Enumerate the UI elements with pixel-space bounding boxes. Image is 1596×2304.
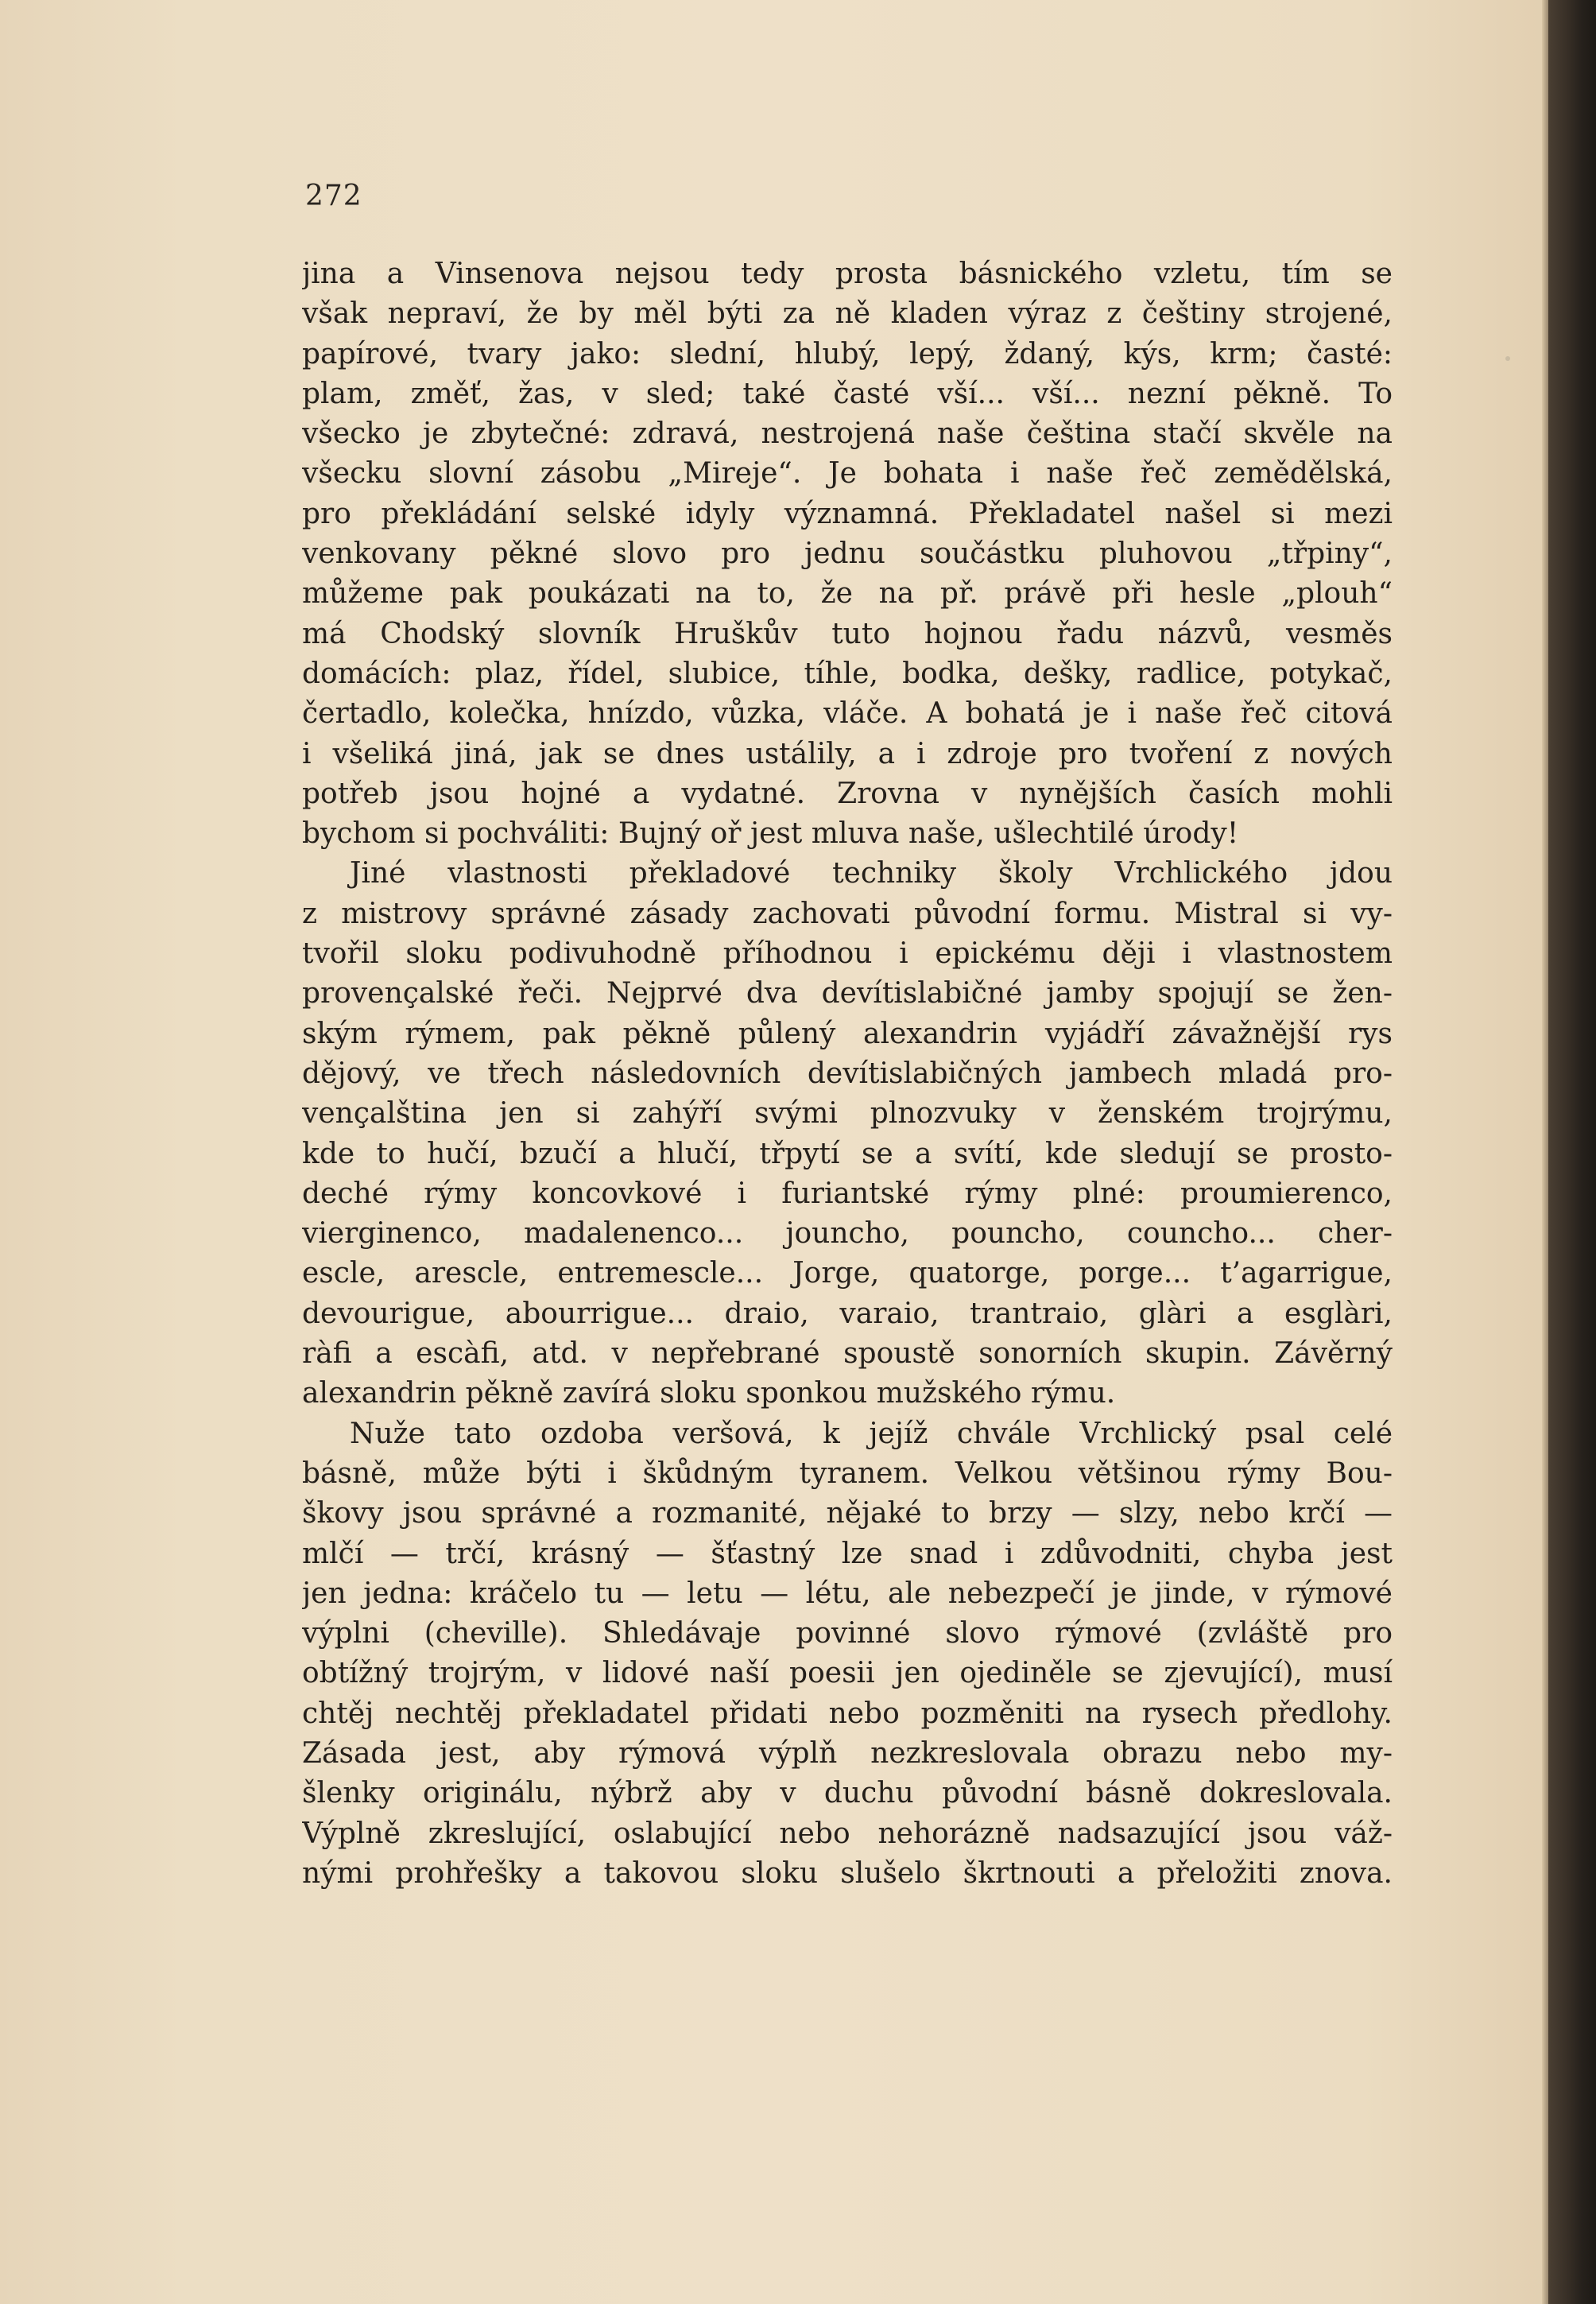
text-line: domácích: plaz, řídel, slubice, tíhle, bodka, dešky, radlice, potykač, bbox=[302, 657, 1393, 690]
text-line: ràfi a escàfi, atd. v nepřebrané spoustě sonorních skupin. Závěrný bbox=[302, 1337, 1393, 1371]
text-line: Výplně zkreslující, oslabující nebo nehorázně nadsazující jsou váž- bbox=[302, 1817, 1393, 1850]
paper-speck bbox=[1505, 356, 1510, 361]
text-line: Zásada jest, aby rýmová výplň nezkreslovala obrazu nebo my- bbox=[302, 1736, 1393, 1770]
text-line: i všeliká jiná, jak se dnes ustálily, a i zdroje pro tvoření z nových bbox=[302, 737, 1393, 770]
text-line: jina a Vinsenova nejsou tedy prosta básnického vzletu, tím se bbox=[302, 258, 1393, 290]
text-line: obtížný trojrým, v lidové naší poesii jen ojediněle se zjevující), musí bbox=[302, 1657, 1393, 1690]
paragraph-start-line: Jiné vlastnosti překladové techniky školy Vrchlického jdou bbox=[350, 857, 1393, 890]
text-line: šlenky originálu, nýbrž aby v duchu původní básně dokreslovala. bbox=[302, 1777, 1393, 1810]
text-line: škovy jsou správné a rozmanité, nějaké to brzy — slzy, nebo krčí — bbox=[302, 1497, 1393, 1530]
text-line: všecku slovní zásobu „Mireje“. Je bohata i naše řeč zemědělská, bbox=[302, 457, 1393, 491]
text-line: devourigue, abourrigue... draio, varaio, trantraio, glàri a esglàri, bbox=[302, 1297, 1393, 1330]
text-line: provençalské řeči. Nejprvé dva devítislabičné jamby spojují se žen- bbox=[302, 977, 1393, 1010]
text-line: potřeb jsou hojné a vydatné. Zrovna v nynějších časích mohli bbox=[302, 777, 1393, 810]
text-line: vierginenco, madalenenco... jouncho, pouncho, councho... cher- bbox=[302, 1217, 1393, 1251]
text-line: venkovany pěkné slovo pro jednu součástku pluhovou „třpiny“, bbox=[302, 537, 1393, 571]
paragraph-start-line: Nuže tato ozdoba veršová, k jejíž chvále Vrchlický psal celé bbox=[350, 1417, 1393, 1450]
text-line: ským rýmem, pak pěkně půlený alexandrin vyjádří závažnější rys bbox=[302, 1017, 1393, 1050]
book-spine bbox=[1548, 0, 1596, 2304]
text-line: kde to hučí, bzučí a hlučí, třpytí se a svítí, kde sledují se prosto- bbox=[302, 1137, 1393, 1170]
page-number: 272 bbox=[305, 180, 362, 212]
text-line: má Chodský slovník Hruškův tuto hojnou řadu názvů, vesměs bbox=[302, 617, 1393, 650]
text-line: nými prohřešky a takovou sloku slušelo škrtnouti a přeložiti znova. bbox=[302, 1856, 1393, 1890]
text-line: můžeme pak poukázati na to, že na př. právě při hesle „plouh“ bbox=[302, 577, 1393, 611]
text-line: plam, změť, žas, v sled; také časté vší... vší... nezní pěkně. To bbox=[302, 377, 1393, 410]
text-line: deché rýmy koncovkové i furiantské rýmy plné: proumierenco, bbox=[302, 1177, 1393, 1210]
text-line: čertadlo, kolečka, hnízdo, vůzka, vláče. A bohatá je i naše řeč citová bbox=[302, 697, 1393, 731]
text-line: však nepraví, že by měl býti za ně kladen výraz z češtiny strojené, bbox=[302, 297, 1393, 331]
text-line: všecko je zbytečné: zdravá, nestrojená naše čeština stačí skvěle na bbox=[302, 417, 1393, 451]
text-line: básně, může býti i škůdným tyranem. Velkou většinou rýmy Bou- bbox=[302, 1456, 1393, 1490]
text-line: z mistrovy správné zásady zachovati původní formu. Mistral si vy- bbox=[302, 897, 1393, 930]
text-line: papírové, tvary jako: slední, hlubý, lepý, ždaný, kýs, krm; časté: bbox=[302, 337, 1393, 370]
text-line: pro překládání selské idyly významná. Překladatel našel si mezi bbox=[302, 497, 1393, 530]
text-line: tvořil sloku podivuhodně příhodnou i epickému ději i vlastnostem bbox=[302, 937, 1393, 971]
text-line: mlčí — trčí, krásný — šťastný lze snad i zdůvodniti, chyba jest bbox=[302, 1537, 1393, 1570]
text-line: escle, arescle, entremescle... Jorge, quatorge, porge... t’agarrigue, bbox=[302, 1257, 1393, 1290]
text-line: jen jedna: kráčelo tu — letu — létu, ale nebezpečí je jinde, v rýmové bbox=[302, 1577, 1393, 1610]
paragraph-end-line: alexandrin pěkně zavírá sloku sponkou mužského rýmu. bbox=[302, 1377, 1116, 1410]
text-line: výplni (cheville). Shledávaje povinné slovo rýmové (zvláště pro bbox=[302, 1617, 1393, 1650]
text-line: chtěj nechtěj překladatel přidati nebo pozměniti na rysech předlohy. bbox=[302, 1697, 1393, 1730]
paragraph-end-line: bychom si pochváliti: Bujný oř jest mluva naše, ušlechtilé úrody! bbox=[302, 817, 1239, 851]
text-line: dějový, ve třech následovních devítislabičných jambech mladá pro- bbox=[302, 1057, 1393, 1090]
text-line: vençalština jen si zahýří svými plnozvuky v ženském trojrýmu, bbox=[302, 1097, 1393, 1131]
body-text bbox=[302, 254, 1393, 1894]
